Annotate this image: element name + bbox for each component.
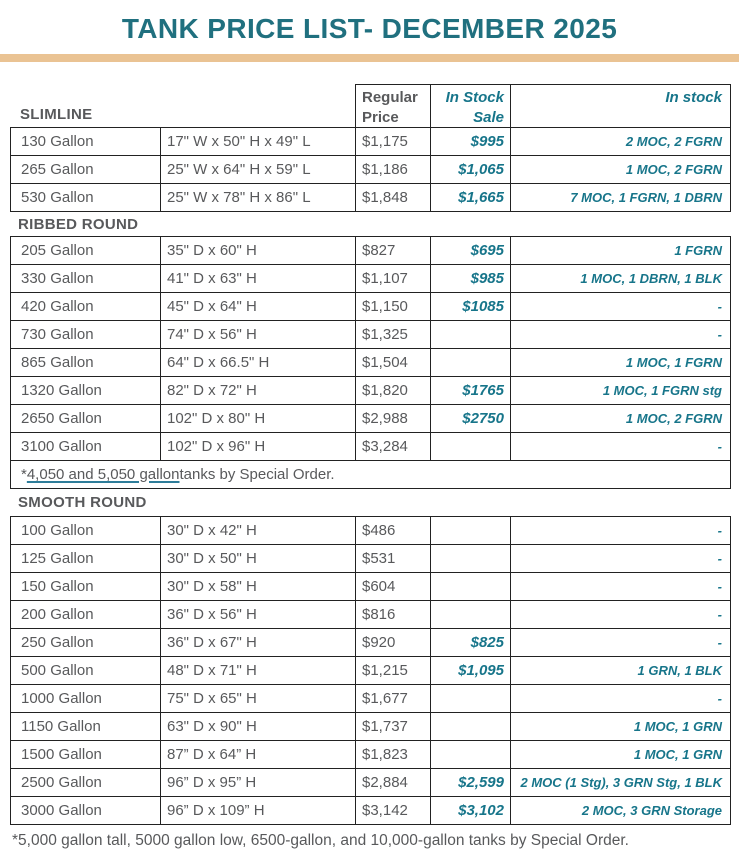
regular-price-cell: $1,737 <box>355 713 430 740</box>
tank-size-cell: 130 Gallon <box>21 133 94 150</box>
table-row <box>11 656 730 684</box>
dimensions-cell: 45" D x 64" H <box>160 293 355 320</box>
dimensions-cell: 30" D x 58" H <box>160 573 355 600</box>
table-row <box>11 376 730 404</box>
table-row <box>11 292 730 320</box>
note-asterisk: * <box>21 466 27 483</box>
dimensions-cell: 96” D x 95” H <box>160 769 355 796</box>
in-stock-cell: 1 MOC, 2 FGRN <box>510 405 730 432</box>
regular-price-cell: $1,215 <box>355 657 430 684</box>
regular-price-cell: $1,820 <box>355 377 430 404</box>
table-row <box>11 320 730 348</box>
dimensions-cell: 30" D x 50" H <box>160 545 355 572</box>
regular-price-cell: $1,175 <box>355 128 430 155</box>
sale-price-cell: $825 <box>430 629 510 656</box>
tank-size-cell: 125 Gallon <box>21 550 94 567</box>
sale-price-cell <box>430 321 510 348</box>
sale-price-cell <box>430 349 510 376</box>
price-table <box>10 84 731 825</box>
tank-size-cell: 500 Gallon <box>21 662 94 679</box>
sale-price-cell <box>430 713 510 740</box>
tank-size-cell: 150 Gallon <box>21 578 94 595</box>
in-stock-cell: 2 MOC, 3 GRN Storage <box>510 797 730 824</box>
tank-size-cell: 3000 Gallon <box>21 802 102 819</box>
section-label-ribbed-round: RIBBED ROUND <box>18 215 139 233</box>
ribbed-round-block <box>10 236 731 489</box>
regular-price-cell: $1,504 <box>355 349 430 376</box>
sale-price-cell: $1765 <box>430 377 510 404</box>
regular-price-cell: $3,142 <box>355 797 430 824</box>
regular-price-cell: $531 <box>355 545 430 572</box>
section-label-smooth-round: SMOOTH ROUND <box>18 494 147 511</box>
in-stock-cell: - <box>510 573 730 600</box>
table-row <box>11 712 730 740</box>
in-stock-cell: 1 MOC, 1 GRN <box>510 741 730 768</box>
in-stock-cell: 1 MOC, 1 DBRN, 1 BLK <box>510 265 730 292</box>
column-header-regular-price: Regular Price <box>355 84 430 130</box>
in-stock-cell: 2 MOC (1 Stg), 3 GRN Stg, 1 BLK <box>510 769 730 796</box>
in-stock-cell: - <box>510 545 730 572</box>
table-row <box>11 628 730 656</box>
regular-price-cell: $1,186 <box>355 156 430 183</box>
tank-size-cell: 2650 Gallon <box>21 410 102 427</box>
sale-price-cell: $2750 <box>430 405 510 432</box>
tank-size-cell: 2500 Gallon <box>21 774 102 791</box>
tank-size-cell: 1320 Gallon <box>21 382 102 399</box>
accent-bar <box>0 54 739 62</box>
table-row <box>11 600 730 628</box>
sale-price-cell <box>430 517 510 544</box>
in-stock-cell: 1 MOC, 1 FGRN <box>510 349 730 376</box>
regular-price-cell: $1,325 <box>355 321 430 348</box>
regular-price-cell: $1,848 <box>355 184 430 211</box>
tank-size-cell: 250 Gallon <box>21 634 94 651</box>
smooth-round-rows <box>11 517 730 824</box>
dimensions-cell: 30" D x 42" H <box>160 517 355 544</box>
tank-size-cell: 330 Gallon <box>21 270 94 287</box>
sale-price-cell: $695 <box>430 237 510 264</box>
regular-price-cell: $604 <box>355 573 430 600</box>
in-stock-cell: - <box>510 293 730 320</box>
in-stock-cell: 1 FGRN <box>510 237 730 264</box>
in-stock-cell: - <box>510 629 730 656</box>
in-stock-cell: 1 MOC, 2 FGRN <box>510 156 730 183</box>
special-order-note-footer: *5,000 gallon tall, 5000 gallon low, 6500-gallon, and 10,000-gallon tanks by Special Order. <box>12 832 629 849</box>
sale-price-cell: $1,665 <box>430 184 510 211</box>
table-row <box>11 128 730 155</box>
regular-price-cell: $1,823 <box>355 741 430 768</box>
sale-price-cell <box>430 685 510 712</box>
regular-price-cell: $1,150 <box>355 293 430 320</box>
regular-price-cell: $3,284 <box>355 433 430 460</box>
tank-size-cell: 1500 Gallon <box>21 746 102 763</box>
in-stock-cell: - <box>510 433 730 460</box>
sale-price-cell: $3,102 <box>430 797 510 824</box>
table-row <box>11 183 730 211</box>
table-row <box>11 155 730 183</box>
sale-price-cell: $2,599 <box>430 769 510 796</box>
table-row <box>11 517 730 544</box>
sale-price-cell <box>430 545 510 572</box>
sale-price-cell <box>430 573 510 600</box>
in-stock-cell: 7 MOC, 1 FGRN, 1 DBRN <box>510 184 730 211</box>
in-stock-cell: 1 MOC, 1 FGRN stg <box>510 377 730 404</box>
regular-price-cell: $816 <box>355 601 430 628</box>
sale-price-cell <box>430 601 510 628</box>
ribbed-round-rows <box>11 237 730 460</box>
tank-size-cell: 530 Gallon <box>21 189 94 206</box>
table-row <box>11 684 730 712</box>
table-row <box>11 796 730 824</box>
tank-size-cell: 265 Gallon <box>21 161 94 178</box>
table-row <box>11 348 730 376</box>
table-row <box>11 740 730 768</box>
table-row <box>11 264 730 292</box>
dimensions-cell: 36" D x 67" H <box>160 629 355 656</box>
note-rest-text: tanks by Special Order. <box>179 466 335 483</box>
dimensions-cell: 82" D x 72" H <box>160 377 355 404</box>
section-label-slimline: SLIMLINE <box>20 106 93 123</box>
sale-price-cell: $1,065 <box>430 156 510 183</box>
sale-price-cell <box>430 433 510 460</box>
slimline-rows <box>11 128 730 211</box>
tank-size-cell: 200 Gallon <box>21 606 94 623</box>
dimensions-cell: 17" W x 50" H x 49" L <box>160 128 355 155</box>
table-row <box>11 572 730 600</box>
dimensions-cell: 102" D x 96" H <box>160 433 355 460</box>
table-header-row <box>10 84 731 127</box>
in-stock-cell: - <box>510 601 730 628</box>
dimensions-cell: 87” D x 64” H <box>160 741 355 768</box>
in-stock-cell: - <box>510 685 730 712</box>
tank-size-cell: 865 Gallon <box>21 354 94 371</box>
regular-price-cell: $2,988 <box>355 405 430 432</box>
dimensions-cell: 35" D x 60" H <box>160 237 355 264</box>
sale-price-cell <box>430 741 510 768</box>
slimline-block <box>10 127 731 212</box>
regular-price-cell: $1,677 <box>355 685 430 712</box>
in-stock-cell: - <box>510 321 730 348</box>
regular-price-cell: $486 <box>355 517 430 544</box>
smooth-round-block <box>10 516 731 825</box>
regular-price-cell: $1,107 <box>355 265 430 292</box>
page-title: TANK PRICE LIST- DECEMBER 2025 <box>121 13 618 44</box>
tank-size-cell: 1000 Gallon <box>21 690 102 707</box>
table-row <box>11 768 730 796</box>
table-row <box>11 432 730 460</box>
sale-price-cell: $1,095 <box>430 657 510 684</box>
column-header-in-stock: In stock <box>510 84 731 130</box>
dimensions-cell: 36" D x 56" H <box>160 601 355 628</box>
dimensions-cell: 74" D x 56" H <box>160 321 355 348</box>
dimensions-cell: 102" D x 80" H <box>160 405 355 432</box>
table-row <box>11 544 730 572</box>
table-row <box>11 404 730 432</box>
dimensions-cell: 63" D x 90" H <box>160 713 355 740</box>
regular-price-cell: $920 <box>355 629 430 656</box>
column-header-in-stock-sale: In Stock Sale <box>430 84 510 130</box>
regular-price-cell: $2,884 <box>355 769 430 796</box>
dimensions-cell: 64" D x 66.5" H <box>160 349 355 376</box>
dimensions-cell: 25" W x 64" H x 59" L <box>160 156 355 183</box>
dimensions-cell: 75" D x 65" H <box>160 685 355 712</box>
sale-price-cell: $995 <box>430 128 510 155</box>
tank-size-cell: 205 Gallon <box>21 242 94 259</box>
sale-price-cell: $985 <box>430 265 510 292</box>
tank-size-cell: 730 Gallon <box>21 326 94 343</box>
regular-price-cell: $827 <box>355 237 430 264</box>
in-stock-cell: 2 MOC, 2 FGRN <box>510 128 730 155</box>
in-stock-cell: 1 MOC, 1 GRN <box>510 713 730 740</box>
dimensions-cell: 25" W x 78" H x 86" L <box>160 184 355 211</box>
table-row <box>11 237 730 264</box>
in-stock-cell: - <box>510 517 730 544</box>
tank-size-cell: 3100 Gallon <box>21 438 102 455</box>
special-order-note-ribbed <box>11 460 730 488</box>
tank-size-cell: 100 Gallon <box>21 522 94 539</box>
tank-size-cell: 1150 Gallon <box>21 718 101 735</box>
note-underlined-text: 4,050 and 5,050 gallon <box>26 466 180 483</box>
dimensions-cell: 48" D x 71" H <box>160 657 355 684</box>
sale-price-cell: $1085 <box>430 293 510 320</box>
tank-size-cell: 420 Gallon <box>21 298 94 315</box>
in-stock-cell: 1 GRN, 1 BLK <box>510 657 730 684</box>
dimensions-cell: 96” D x 109” H <box>160 797 355 824</box>
dimensions-cell: 41" D x 63" H <box>160 265 355 292</box>
